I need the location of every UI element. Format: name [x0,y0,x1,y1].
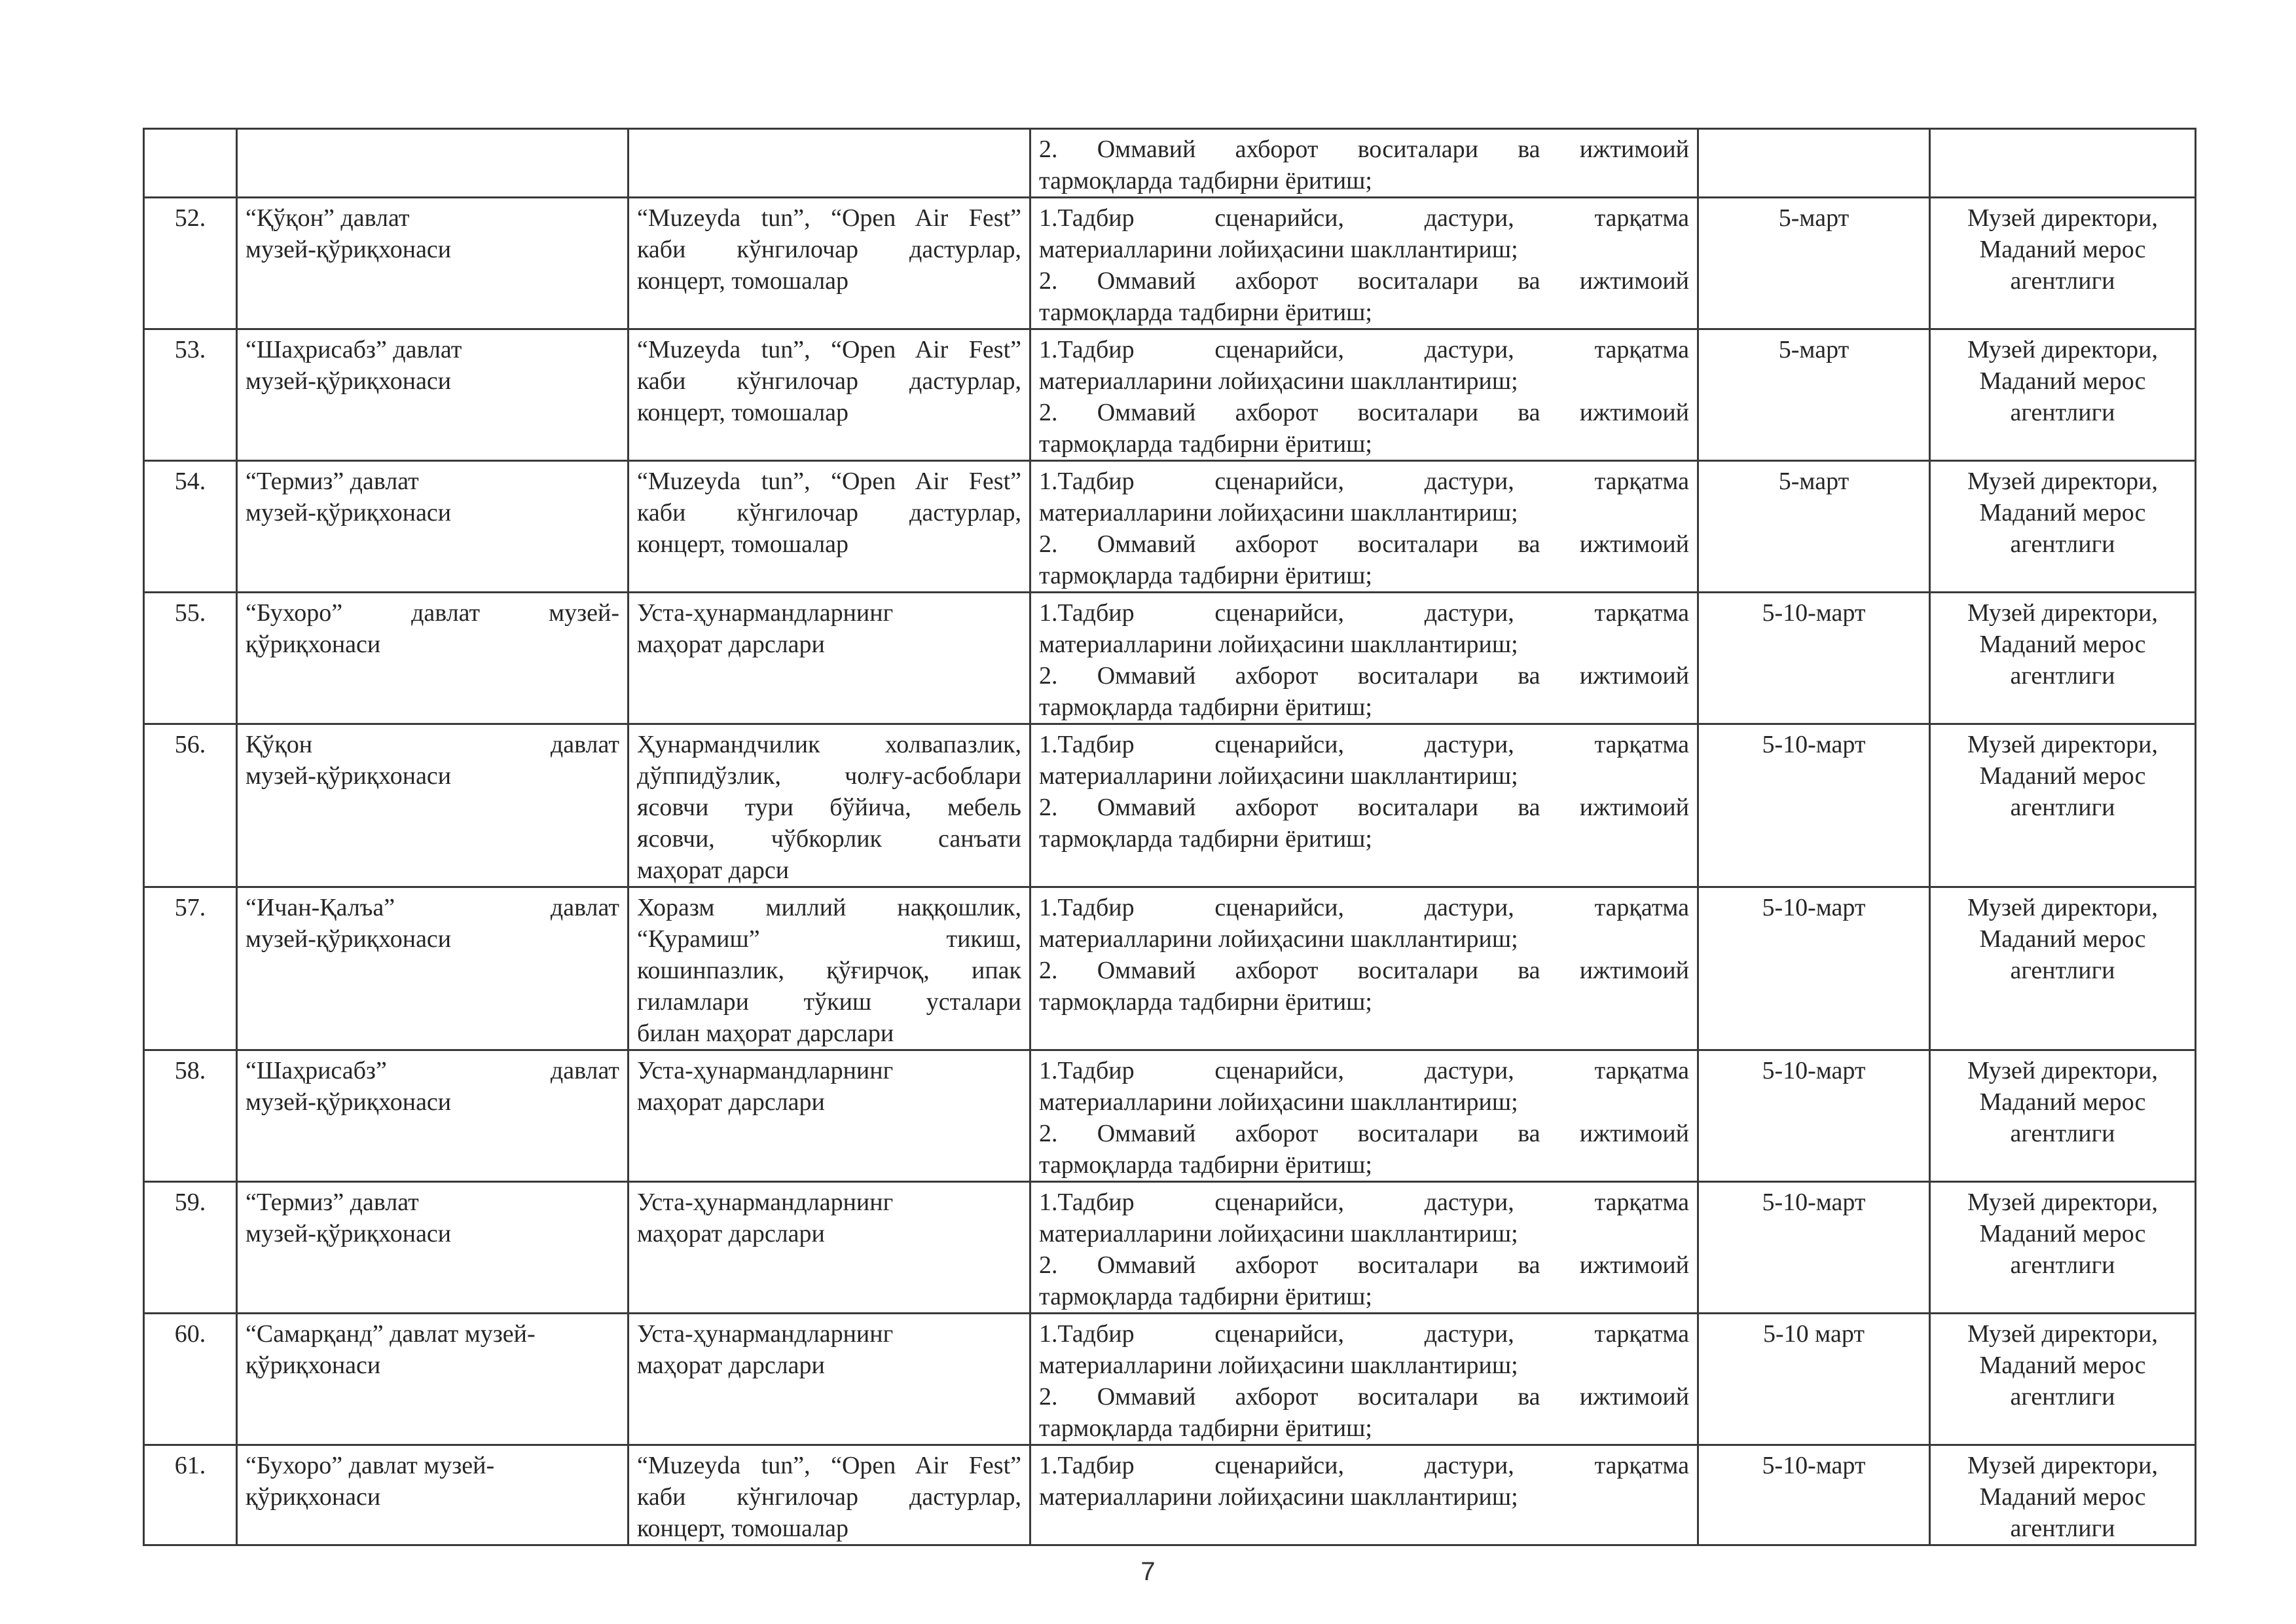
date-cell [1698,461,1930,593]
row-number-cell [144,593,237,724]
activity-line: “Muzeyda tun”, “Open Air Fest” [637,468,1021,495]
tasks-line: 1.Тадбир сценарийси, дастури, тарқатма [1039,1452,1689,1479]
tasks-line: материалларини лойиҳасини шакллантириш; [1039,631,1518,658]
event-date: 5-март [1778,336,1850,363]
activity-line: маҳорат дарслари [637,1352,825,1379]
organization-cell [237,593,629,724]
responsible-line: агентлиги [2010,662,2115,690]
activity-line: концерт, томошалар [637,267,849,295]
activity-line: Уста-ҳунармандларнинг [637,1057,894,1084]
event-date: 5-10 март [1763,1320,1865,1348]
responsible-cell [1930,129,2196,198]
organization-line: қўриқхонаси [246,631,381,658]
row-number-cell [144,1182,237,1314]
responsible-line: Маданий мерос [1979,1352,2146,1379]
row-number-cell [144,1445,237,1545]
table-row [144,887,2196,1050]
activity-line: “Қурамиш” тикиш, [637,925,1021,953]
activity-cell [629,198,1030,329]
responsible-line: Музей директори, [1967,599,2158,627]
responsible-line: агентлиги [2010,1251,2115,1279]
date-cell [1698,329,1930,461]
organization-line: музей-қўриқхонаси [246,367,452,395]
table-row [144,1314,2196,1445]
tasks-line: тармоқларда тадбирни ёритиш; [1039,299,1372,326]
organization-cell [237,129,629,198]
tasks-line: 1.Тадбир сценарийси, дастури, тарқатма [1039,731,1689,758]
activity-line: каби кўнгилочар дастурлар, [637,499,1021,526]
responsible-line: Маданий мерос [1979,367,2146,395]
table-row [144,593,2196,724]
organization-line: “Бухоро” давлат музей- [246,1452,495,1479]
tasks-cell [1030,329,1698,461]
tasks-line: 2. Оммавий ахборот воситалари ва ижтимоий [1039,399,1689,426]
responsible-line: Маданий мерос [1979,1220,2146,1247]
responsible-line: Маданий мерос [1979,1088,2146,1116]
activity-cell [629,1050,1030,1182]
row-number-cell [144,1050,237,1182]
table-row [144,724,2196,887]
tasks-line: 1.Тадбир сценарийси, дастури, тарқатма [1039,336,1689,363]
tasks-line: 2. Оммавий ахборот воситалари ва ижтимоий [1039,530,1689,558]
organization-cell [237,1314,629,1445]
tasks-line: тармоқларда тадбирни ёритиш; [1039,1414,1372,1442]
activity-line: кошинпазлик, қўғирчоқ, ипак [637,957,1021,984]
event-date: 5-март [1778,204,1850,232]
organization-cell [237,461,629,593]
tasks-cell [1030,198,1698,329]
row-number: 52. [174,204,206,232]
tasks-line: 2. Оммавий ахборот воситалари ва ижтимоий [1039,1251,1689,1279]
tasks-line: 1.Тадбир сценарийси, дастури, тарқатма [1039,1057,1689,1084]
responsible-cell [1930,198,2196,329]
activity-line: Уста-ҳунармандларнинг [637,1189,894,1216]
tasks-line: 2. Оммавий ахборот воситалари ва ижтимоий [1039,1383,1689,1411]
responsible-cell [1930,1050,2196,1182]
tasks-line: материалларини лойиҳасини шакллантириш; [1039,1088,1518,1116]
organization-line: музей-қўриқхонаси [246,1088,452,1116]
row-number: 58. [174,1057,206,1084]
date-cell [1698,593,1930,724]
row-number: 55. [174,599,206,627]
tasks-line: 1.Тадбир сценарийси, дастури, тарқатма [1039,204,1689,232]
row-number: 59. [174,1189,206,1216]
responsible-line: Музей директори, [1967,731,2158,758]
tasks-cell [1030,129,1698,198]
tasks-line: материалларини лойиҳасини шакллантириш; [1039,925,1518,953]
tasks-line: 2. Оммавий ахборот воситалари ва ижтимоий [1039,136,1689,163]
row-number: 53. [174,336,206,363]
table-body [144,129,2196,1545]
responsible-cell [1930,724,2196,887]
responsible-line: агентлиги [2010,794,2115,821]
activity-line: гиламлари тўкиш усталари [637,988,1021,1016]
activity-line: маҳорат дарслари [637,1220,825,1247]
tasks-cell [1030,1314,1698,1445]
tasks-line: тармоқларда тадбирни ёритиш; [1039,825,1372,853]
organization-line: музей-қўриқхонаси [246,499,452,526]
organization-line: музей-қўриқхонаси [246,762,452,790]
responsible-line: Маданий мерос [1979,762,2146,790]
responsible-line: Маданий мерос [1979,236,2146,263]
date-cell [1698,1050,1930,1182]
tasks-line: материалларини лойиҳасини шакллантириш; [1039,1220,1518,1247]
activity-line: концерт, томошалар [637,399,849,426]
event-date: 5-10-март [1762,731,1866,758]
activity-line: Уста-ҳунармандларнинг [637,1320,894,1348]
tasks-line: 1.Тадбир сценарийси, дастури, тарқатма [1039,468,1689,495]
event-date: 5-10-март [1762,1057,1866,1084]
event-date: 5-10-март [1762,894,1866,921]
row-number: 60. [174,1320,206,1348]
tasks-line: материалларини лойиҳасини шакллантириш; [1039,499,1518,526]
responsible-line: Музей директори, [1967,1189,2158,1216]
organization-cell [237,198,629,329]
tasks-cell [1030,887,1698,1050]
responsible-cell [1930,593,2196,724]
page-number: 7 [1140,1557,1156,1586]
tasks-line: тармоқларда тадбирни ёритиш; [1039,1283,1372,1310]
tasks-line: тармоқларда тадбирни ёритиш; [1039,430,1372,458]
tasks-line: тармоқларда тадбирни ёритиш; [1039,167,1372,194]
tasks-line: 1.Тадбир сценарийси, дастури, тарқатма [1039,1189,1689,1216]
date-cell [1698,1314,1930,1445]
responsible-line: Музей директори, [1967,1057,2158,1084]
activity-cell [629,329,1030,461]
tasks-cell [1030,1182,1698,1314]
responsible-line: агентлиги [2010,399,2115,426]
responsible-line: агентлиги [2010,1120,2115,1147]
activity-line: дўппидўзлик, чолғу-асбоблари [637,762,1021,790]
activity-cell [629,887,1030,1050]
table-row [144,1445,2196,1545]
event-date: 5-10-март [1762,599,1866,627]
organization-cell [237,329,629,461]
tasks-cell [1030,593,1698,724]
tasks-cell [1030,1050,1698,1182]
date-cell [1698,129,1930,198]
responsible-cell [1930,1314,2196,1445]
tasks-line: материалларини лойиҳасини шакллантириш; [1039,367,1518,395]
activity-cell [629,1445,1030,1545]
organization-line: “Бухоро” давлат музей- [246,599,619,627]
date-cell [1698,1445,1930,1545]
tasks-line: тармоқларда тадбирни ёритиш; [1039,693,1372,721]
tasks-line: тармоқларда тадбирни ёритиш; [1039,1151,1372,1179]
tasks-cell [1030,1445,1698,1545]
organization-line: “Шаҳрисабз” давлат [246,1057,619,1084]
activity-line: Уста-ҳунармандларнинг [637,599,894,627]
organization-line: “Термиз” давлат [246,468,419,495]
row-number: 56. [174,731,206,758]
table-row [144,1182,2196,1314]
activity-cell [629,593,1030,724]
responsible-cell [1930,887,2196,1050]
organization-line: “Шаҳрисабз” давлат [246,336,462,363]
activity-cell [629,724,1030,887]
organization-line: “Қўқон” давлат [246,204,410,232]
tasks-line: 2. Оммавий ахборот воситалари ва ижтимоий [1039,1120,1689,1147]
row-number-cell [144,129,237,198]
tasks-line: 1.Тадбир сценарийси, дастури, тарқатма [1039,894,1689,921]
activity-cell [629,129,1030,198]
activity-line: ясовчи, чўбкорлик санъати [637,825,1021,853]
organization-cell [237,1445,629,1545]
activity-line: концерт, томошалар [637,1515,849,1542]
table-row [144,461,2196,593]
tasks-line: тармоқларда тадбирни ёритиш; [1039,988,1372,1016]
activity-line: “Muzeyda tun”, “Open Air Fest” [637,336,1021,363]
responsible-line: Маданий мерос [1979,631,2146,658]
organization-line: музей-қўриқхонаси [246,1220,452,1247]
activity-line: каби кўнгилочар дастурлар, [637,1483,1021,1511]
responsible-cell [1930,461,2196,593]
events-table [143,128,2196,1546]
responsible-cell [1930,1182,2196,1314]
tasks-cell [1030,724,1698,887]
organization-cell [237,1182,629,1314]
event-date: 5-10-март [1762,1189,1866,1216]
tasks-line: 2. Оммавий ахборот воситалари ва ижтимоий [1039,267,1689,295]
responsible-line: агентлиги [2010,957,2115,984]
activity-line: ясовчи тури бўйича, мебель [637,794,1021,821]
tasks-line: 2. Оммавий ахборот воситалари ва ижтимоий [1039,662,1689,690]
row-number-cell [144,198,237,329]
date-cell [1698,1182,1930,1314]
activity-line: каби кўнгилочар дастурлар, [637,367,1021,395]
row-number-cell [144,1314,237,1445]
tasks-line: 1.Тадбир сценарийси, дастури, тарқатма [1039,599,1689,627]
responsible-cell [1930,329,2196,461]
responsible-line: Маданий мерос [1979,925,2146,953]
responsible-line: Музей директори, [1967,336,2158,363]
tasks-line: 1.Тадбир сценарийси, дастури, тарқатма [1039,1320,1689,1348]
responsible-line: Маданий мерос [1979,499,2146,526]
table-row [144,1050,2196,1182]
row-number: 57. [174,894,206,921]
responsible-line: Маданий мерос [1979,1483,2146,1511]
row-number-cell [144,724,237,887]
tasks-line: материалларини лойиҳасини шакллантириш; [1039,1352,1518,1379]
organization-line: “Самарқанд” давлат музей- [246,1320,536,1348]
activity-line: маҳорат дарси [637,857,790,884]
activity-line: “Muzeyda tun”, “Open Air Fest” [637,1452,1021,1479]
event-date: 5-март [1778,468,1850,495]
activity-line: концерт, томошалар [637,530,849,558]
tasks-line: материалларини лойиҳасини шакллантириш; [1039,236,1518,263]
organization-cell [237,1050,629,1182]
organization-cell [237,887,629,1050]
responsible-line: агентлиги [2010,1515,2115,1542]
table-row [144,129,2196,198]
responsible-line: агентлиги [2010,267,2115,295]
responsible-line: агентлиги [2010,530,2115,558]
activity-line: маҳорат дарслари [637,1088,825,1116]
tasks-line: 2. Оммавий ахборот воситалари ва ижтимоий [1039,794,1689,821]
activity-line: “Muzeyda tun”, “Open Air Fest” [637,204,1021,232]
activity-line: Хоразм миллий наққошлик, [637,894,1021,921]
tasks-cell [1030,461,1698,593]
organization-line: қўриқхонаси [246,1483,381,1511]
row-number-cell [144,461,237,593]
tasks-line: тармоқларда тадбирни ёритиш; [1039,562,1372,589]
activity-line: каби кўнгилочар дастурлар, [637,236,1021,263]
responsible-line: Музей директори, [1967,1452,2158,1479]
activity-cell [629,1182,1030,1314]
organization-line: қўриқхонаси [246,1352,381,1379]
row-number-cell [144,329,237,461]
responsible-line: Музей директори, [1967,468,2158,495]
row-number: 61. [174,1452,206,1479]
activity-line: Ҳунармандчилик холвапазлик, [637,731,1021,758]
event-date: 5-10-март [1762,1452,1866,1479]
responsible-line: Музей директори, [1967,894,2158,921]
table-row [144,198,2196,329]
date-cell [1698,887,1930,1050]
date-cell [1698,724,1930,887]
activity-line: билан маҳорат дарслари [637,1020,894,1047]
date-cell [1698,198,1930,329]
organization-line: “Термиз” давлат [246,1189,419,1216]
responsible-line: агентлиги [2010,1383,2115,1411]
tasks-line: 2. Оммавий ахборот воситалари ва ижтимоий [1039,957,1689,984]
organization-line: музей-қўриқхонаси [246,236,452,263]
row-number: 54. [174,468,206,495]
tasks-line: материалларини лойиҳасини шакллантириш; [1039,762,1518,790]
row-number-cell [144,887,237,1050]
organization-line: “Ичан-Қалъа” давлат [246,894,619,921]
responsible-line: Музей директори, [1967,204,2158,232]
responsible-cell [1930,1445,2196,1545]
activity-cell [629,1314,1030,1445]
organization-line: музей-қўриқхонаси [246,925,452,953]
responsible-line: Музей директори, [1967,1320,2158,1348]
table-row [144,329,2196,461]
organization-line: Қўқон давлат [246,731,619,758]
activity-line: маҳорат дарслари [637,631,825,658]
tasks-line: материалларини лойиҳасини шакллантириш; [1039,1483,1518,1511]
activity-cell [629,461,1030,593]
organization-cell [237,724,629,887]
